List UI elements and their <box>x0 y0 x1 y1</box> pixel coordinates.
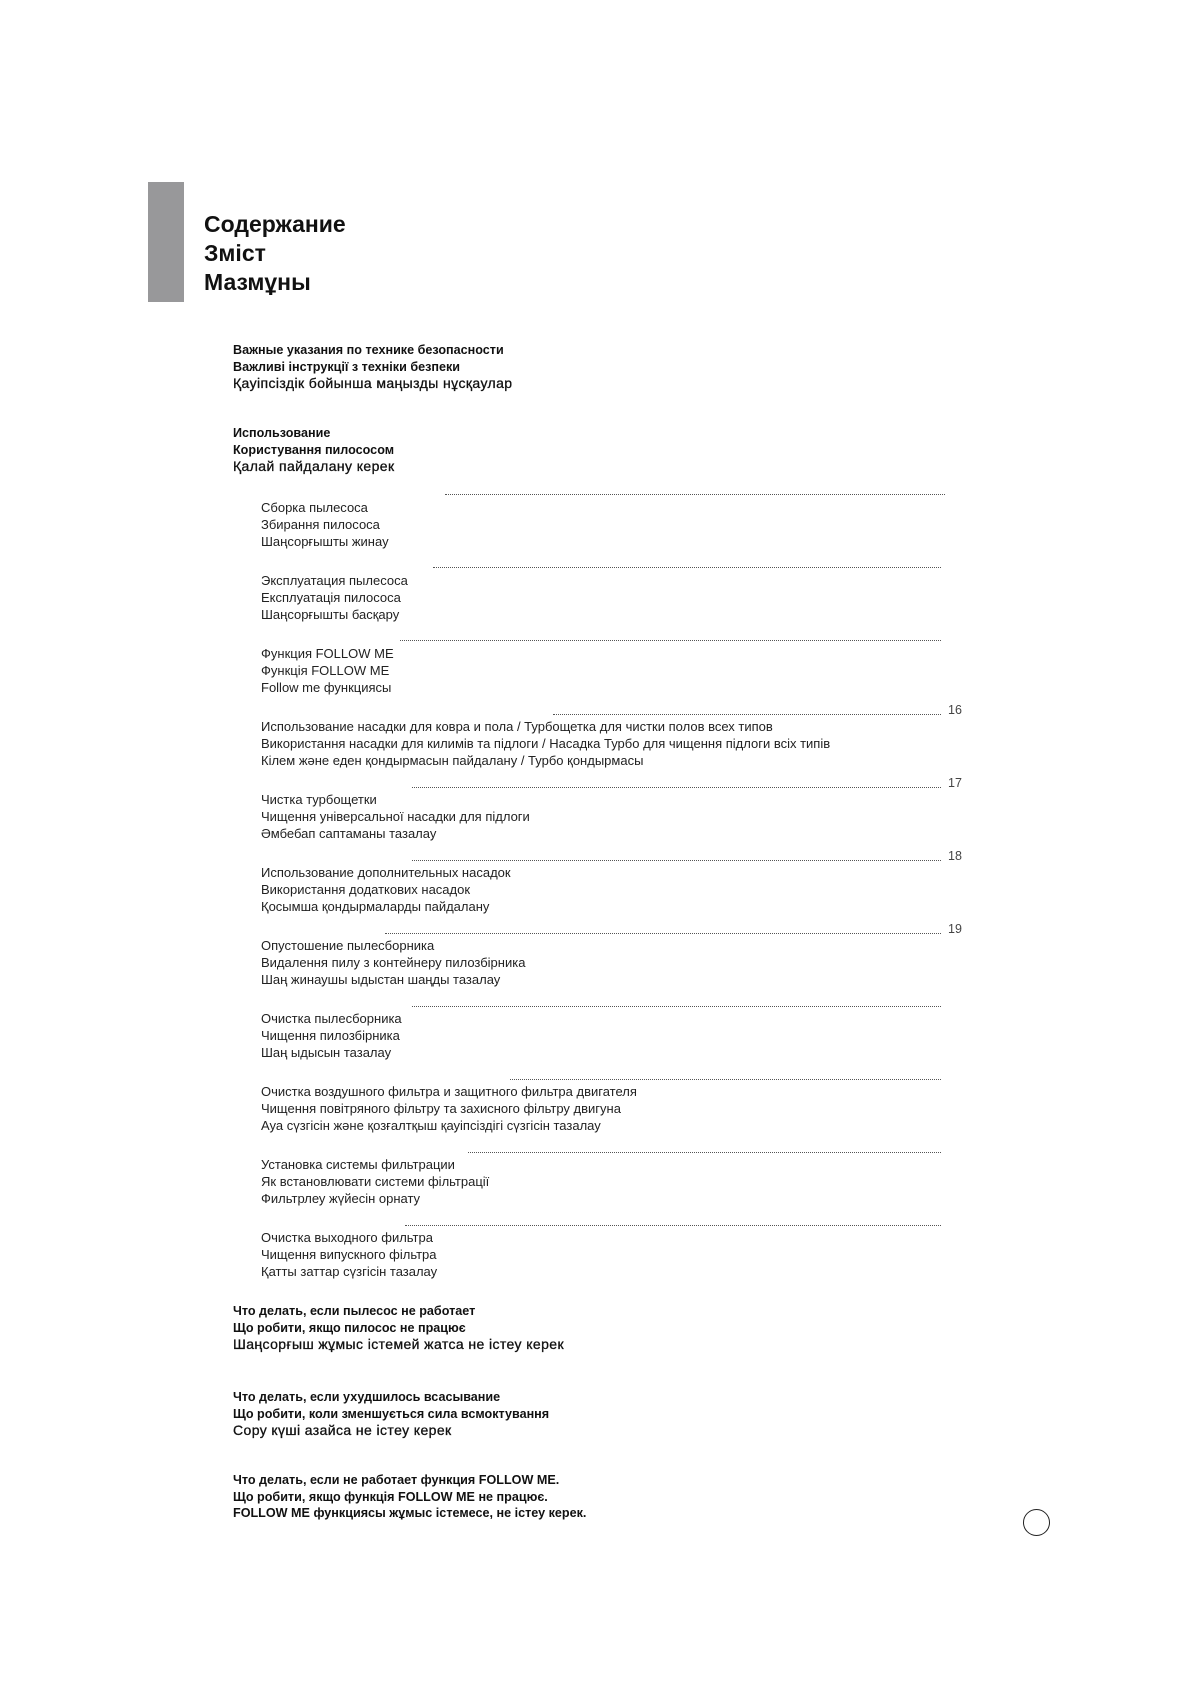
toc-entry-kz: Шаңсорғышты жинау <box>261 534 389 549</box>
section-safety <box>233 342 512 392</box>
toc-entry-ru: Чистка турбощетки <box>261 792 377 807</box>
toc-dot-leader <box>468 1152 941 1153</box>
toc-entry-ua: Експлуатація пилососа <box>261 590 401 605</box>
toc-entry-ru: Очистка пылесборника <box>261 1011 402 1026</box>
section-troubleshoot-ru: Что делать, если пылесос не работает <box>233 1304 476 1318</box>
toc-entry-kz: Ауа сүзгісін және қозғалтқыш қауіпсіздігі сүзгісін тазалау <box>261 1118 601 1133</box>
toc-entry <box>261 645 394 696</box>
section-usage-kz: Қалай пайдалану керек <box>233 458 395 474</box>
section-troubleshoot-follow-me <box>233 1472 586 1522</box>
toc-dot-leader <box>445 494 945 495</box>
toc-dot-leader <box>433 567 941 568</box>
toc-dot-leader <box>412 860 941 861</box>
toc-entry-ru: Использование дополнительных насадок <box>261 865 511 880</box>
toc-entry-ua: Функція FOLLOW ME <box>261 663 390 678</box>
toc-entry-ua: Як встановлювати системи фільтрації <box>261 1174 490 1189</box>
toc-entry-ru: Очистка воздушного фильтра и защитного фильтра двигателя <box>261 1084 637 1099</box>
section-troubleshoot-not-working <box>233 1303 564 1353</box>
toc-entry <box>261 937 525 988</box>
toc-entry-kz: Қосымша қондырмаларды пайдалану <box>261 899 490 914</box>
toc-entry-ua: Чищення універсальної насадки для підлоги <box>261 809 530 824</box>
toc-entry-ua: Видалення пилу з контейнеру пилозбірника <box>261 955 526 970</box>
section-followme-kz: FOLLOW ME функциясы жұмыс істемесе, не істеу керек. <box>233 1506 587 1520</box>
toc-entry <box>261 718 830 769</box>
toc-entry-kz: Қатты заттар сүзгісін тазалау <box>261 1264 438 1279</box>
page-title <box>204 210 346 297</box>
section-usage <box>233 425 395 475</box>
toc-entry-kz: Кілем және еден қондырмасын пайдалану / Турбо қондырмасы <box>261 753 644 768</box>
toc-entry-ru: Эксплуатация пылесоса <box>261 573 408 588</box>
toc-entry-kz: Шаң жинаушы ыдыстан шаңды тазалау <box>261 972 501 987</box>
toc-dot-leader <box>553 714 941 715</box>
toc-dot-leader <box>385 933 941 934</box>
section-troubleshoot-ua: Що робити, якщо пилосос не працює <box>233 1320 466 1335</box>
toc-entry-kz: Әмбебап саптаманы тазалау <box>261 826 437 841</box>
section-followme-ru: Что делать, если не работает функция FOLLOW ME. <box>233 1473 560 1487</box>
section-suction-ua: Що робити, коли зменшується сила всмоктування <box>233 1406 550 1421</box>
toc-entry <box>261 864 511 915</box>
section-safety-ru: Важные указания по технике безопасности <box>233 343 504 357</box>
toc-entry-ru: Установка системы фильтрации <box>261 1157 455 1172</box>
toc-entry-ua: Чищення випускного фільтра <box>261 1247 437 1262</box>
toc-entry <box>261 1083 637 1134</box>
toc-entry-ua: Використання додаткових насадок <box>261 882 471 897</box>
toc-entry-kz: Follow me функциясы <box>261 680 392 695</box>
toc-entry <box>261 499 389 550</box>
toc-entry-ru: Опустошение пылесборника <box>261 938 435 953</box>
toc-dot-leader <box>510 1079 941 1080</box>
toc-entry-ua: Збирання пилососа <box>261 517 380 532</box>
page-number-circle <box>1023 1509 1050 1536</box>
toc-entry <box>261 1156 489 1207</box>
section-troubleshoot-suction <box>233 1389 549 1439</box>
toc-dot-leader <box>412 1006 941 1007</box>
toc-entry <box>261 791 530 842</box>
section-followme-ua: Що робити, якщо функція FOLLOW ME не працює. <box>233 1489 548 1504</box>
toc-entry-kz: Шаң ыдысын тазалау <box>261 1045 392 1060</box>
toc-entry <box>261 572 408 623</box>
toc-page-number: 18 <box>948 849 962 863</box>
section-usage-ua: Користування пилососом <box>233 442 395 457</box>
toc-entry <box>261 1229 437 1280</box>
title-ua: Зміст <box>204 240 266 266</box>
section-troubleshoot-kz: Шаңсорғыш жұмыс істемей жатса не істеу керек <box>233 1336 565 1352</box>
title-ru: Содержание <box>204 211 346 237</box>
section-safety-ua: Важливі інструкції з техніки безпеки <box>233 359 461 374</box>
toc-entry-ua: Чищення повітряного фільтру та захисного фільтру двигуна <box>261 1101 621 1116</box>
toc-entry-ua: Чищення пилозбірника <box>261 1028 400 1043</box>
toc-entry <box>261 1010 402 1061</box>
section-suction-kz: Сору күші азайса не істеу керек <box>233 1422 452 1438</box>
toc-entry-ua: Використання насадки для килимів та підлоги / Насадка Турбо для чищення підлоги всіх типів <box>261 736 831 751</box>
toc-entry-ru: Функция FOLLOW ME <box>261 646 394 661</box>
toc-entry-kz: Фильтрлеу жүйесін орнату <box>261 1191 421 1206</box>
toc-dot-leader <box>405 1225 941 1226</box>
toc-page-number: 17 <box>948 776 962 790</box>
toc-dot-leader <box>412 787 941 788</box>
toc-page-number: 16 <box>948 703 962 717</box>
toc-entry-ru: Очистка выходного фильтра <box>261 1230 433 1245</box>
section-usage-ru: Использование <box>233 426 331 440</box>
title-kz: Мазмұны <box>204 269 311 295</box>
toc-page-number: 19 <box>948 922 962 936</box>
header-gray-bar <box>148 182 184 302</box>
section-suction-ru: Что делать, если ухудшилось всасывание <box>233 1390 501 1404</box>
toc-entry-ru: Использование насадки для ковра и пола / Турбощетка для чистки полов всех типов <box>261 719 773 734</box>
toc-entry-ru: Сборка пылесоса <box>261 500 368 515</box>
toc-entry-kz: Шаңсорғышты басқару <box>261 607 400 622</box>
section-safety-kz: Қауіпсіздік бойынша маңызды нұсқаулар <box>233 375 513 391</box>
toc-dot-leader <box>400 640 941 641</box>
